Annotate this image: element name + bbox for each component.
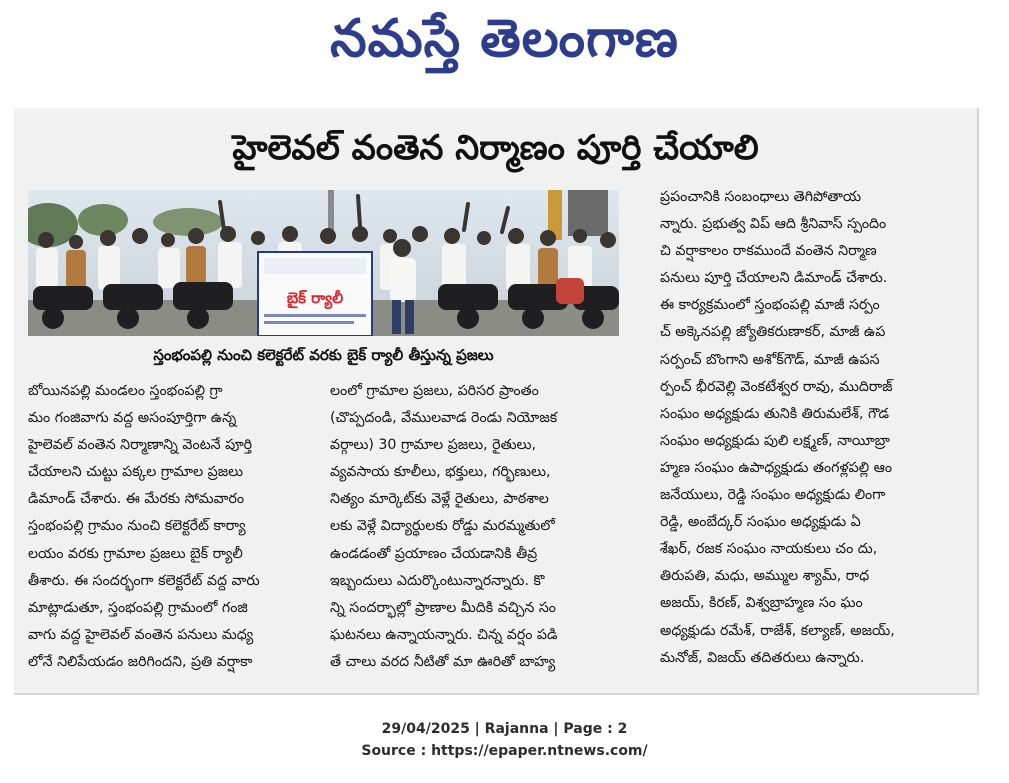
- text-line: సర్పంచ్ బొంగాని అశోక్‌గౌడ్, మాజీ ఉపస: [660, 351, 880, 368]
- text-line: ఇబ్బందులు ఎదుర్కొంటున్నారన్నారు. కొ: [330, 572, 545, 589]
- text-line: బోయినపల్లి మండలం స్తంభంపల్లి గ్రా: [28, 383, 223, 399]
- text-line: నిత్యం మార్కెట్‌కు వెళ్లే రైతులు, పాఠశాల: [330, 491, 549, 508]
- text-line: లకు వెళ్లే విద్యార్థులకు రోడ్డు మరమ్మతులో: [330, 518, 555, 535]
- text-line: వర్గాలు) 30 గ్రామాల ప్రజలు, రైతులు,: [330, 437, 537, 454]
- article-column-1: [28, 378, 320, 676]
- text-line: వ్యవసాయ కూలీలు, భక్తులు, గర్భిణులు,: [330, 464, 551, 481]
- text-line: ఈ కార్యక్రమంలో స్తంభంపల్లి మాజీ సర్పం: [660, 297, 880, 314]
- text-line: తీశారు. ఈ సందర్భంగా కలెక్టరేట్ వద్ద వారు: [28, 572, 260, 589]
- text-line: చ్ అక్కెనపల్లి జ్యోతికరుణాకర్, మాజీ ఉప: [660, 324, 886, 341]
- text-line: చి వర్షాకాలం రాకముందే వంతెన నిర్మాణ: [660, 243, 877, 260]
- text-line: (చొప్పదండి, వేములవాడ రెండు నియోజక: [330, 410, 558, 427]
- article-column-2: [330, 378, 620, 676]
- text-line: మాట్లాడుతూ, స్తంభంపల్లి గ్రామంలో గంజి: [28, 599, 248, 616]
- text-line: సంఘం అధ్యక్షుడు పులి లక్ష్మణ్, నాయీబ్రా: [660, 432, 890, 449]
- text-line: హైలెవల్ వంతెన నిర్మాణాన్ని వెంటనే పూర్తి: [28, 437, 253, 454]
- article-clipping: [14, 108, 979, 695]
- text-line: మం గంజివాగు వద్ద అసంపూర్తిగా ఉన్న: [28, 410, 237, 427]
- text-line: న్ని సందర్భాల్లో ప్రాణాల మీదికి వచ్చిన సం: [330, 599, 556, 616]
- article-column-3: [660, 184, 964, 672]
- text-line: జనేయులు, రెడ్డి సంఘం అధ్యక్షుడు లింగా: [660, 487, 886, 504]
- banner-text: బైక్ ర్యాలీ: [286, 289, 344, 307]
- text-line: పనులు పూర్తి చేయాలని డిమాండ్ చేశారు.: [660, 270, 888, 287]
- text-line: హ్మణ సంఘం ఉపాధ్యక్షుడు తంగళ్లపల్లి ఆం: [660, 459, 893, 476]
- text-line: అధ్యక్షుడు రమేశ్, రాజేశ్, కల్యాణ్, అజయ్,: [660, 622, 895, 639]
- source-url: Source : https://epaper.ntnews.com/: [361, 743, 648, 759]
- newspaper-logo: నమస్తే తెలంగాణ: [330, 9, 679, 69]
- text-line: తే చాలు వరద నీటితో మా ఊరితో బాహ్య: [330, 653, 556, 670]
- masthead: [0, 0, 1009, 80]
- text-line: లోనే నిలిపేయడం జరిగిందని, ప్రతి వర్షాకా: [28, 653, 253, 670]
- text-line: తిరుపతి, మధు, అమ్ముల శ్యామ్, రాధ: [660, 568, 870, 585]
- text-line: లంలో గ్రామాల ప్రజలు, పరిసర ప్రాంతం: [330, 383, 539, 399]
- photo-caption: స్తంభంపల్లి నుంచి కలెక్టరేట్ వరకు బైక్ ర్యాలీ తీస్తున్న ప్రజలు: [153, 346, 494, 364]
- text-line: ఉండడంతో ప్రయాణం చేయడానికి తీవ్ర: [330, 545, 538, 562]
- text-line: అజయ్, కిరణ్, విశ్వబ్రాహ్మణ సం ఘం: [660, 595, 863, 612]
- edition-info: 29/04/2025 | Rajanna | Page : 2: [381, 721, 628, 737]
- text-line: మనోజ్, విజయ్ తదితరులు ఉన్నారు.: [660, 649, 865, 666]
- text-line: న్నారు. ప్రభుత్వ విప్ ఆది శ్రీనివాస్ స్పందిం: [660, 216, 887, 233]
- news-photo: [28, 190, 619, 336]
- text-line: ఘటనలు ఉన్నాయన్నారు. చిన్న వర్షం పడి: [330, 626, 558, 643]
- article-headline: హైలెవల్ వంతెన నిర్మాణం పూర్తి చేయాలి: [232, 128, 759, 168]
- text-line: రెడ్డి, అంబేద్కర్ సంఘం అధ్యక్షుడు ఏ: [660, 514, 861, 531]
- text-line: ర్పంచ్ భీరవెల్లి వెంకటేశ్వర రావు, ముదిరాజ్: [660, 378, 893, 395]
- text-line: వాగు వద్ద హైలెవల్ వంతెన పనులు మధ్య: [28, 626, 254, 643]
- text-line: చేయాలని చుట్టు పక్కల గ్రామాల ప్రజలు: [28, 464, 244, 481]
- text-line: సంఘం అధ్యక్షుడు తునికి తిరుమలేశ్, గౌడ: [660, 405, 890, 422]
- text-line: శేఖర్, రజక సంఘం నాయకులు చం దు,: [660, 541, 878, 558]
- text-line: లయం వరకు గ్రామాల ప్రజలు బైక్ ర్యాలీ: [28, 545, 243, 562]
- page-footer: [0, 718, 1009, 762]
- text-line: ప్రపంచానికి సంబంధాలు తెగిపోతాయ: [660, 189, 862, 205]
- text-line: స్తంభంపల్లి గ్రామం నుంచి కలెక్టరేట్ కార్యా: [28, 518, 246, 535]
- text-line: డిమాండ్ చేశారు. ఈ మేరకు సోమవారం: [28, 491, 245, 508]
